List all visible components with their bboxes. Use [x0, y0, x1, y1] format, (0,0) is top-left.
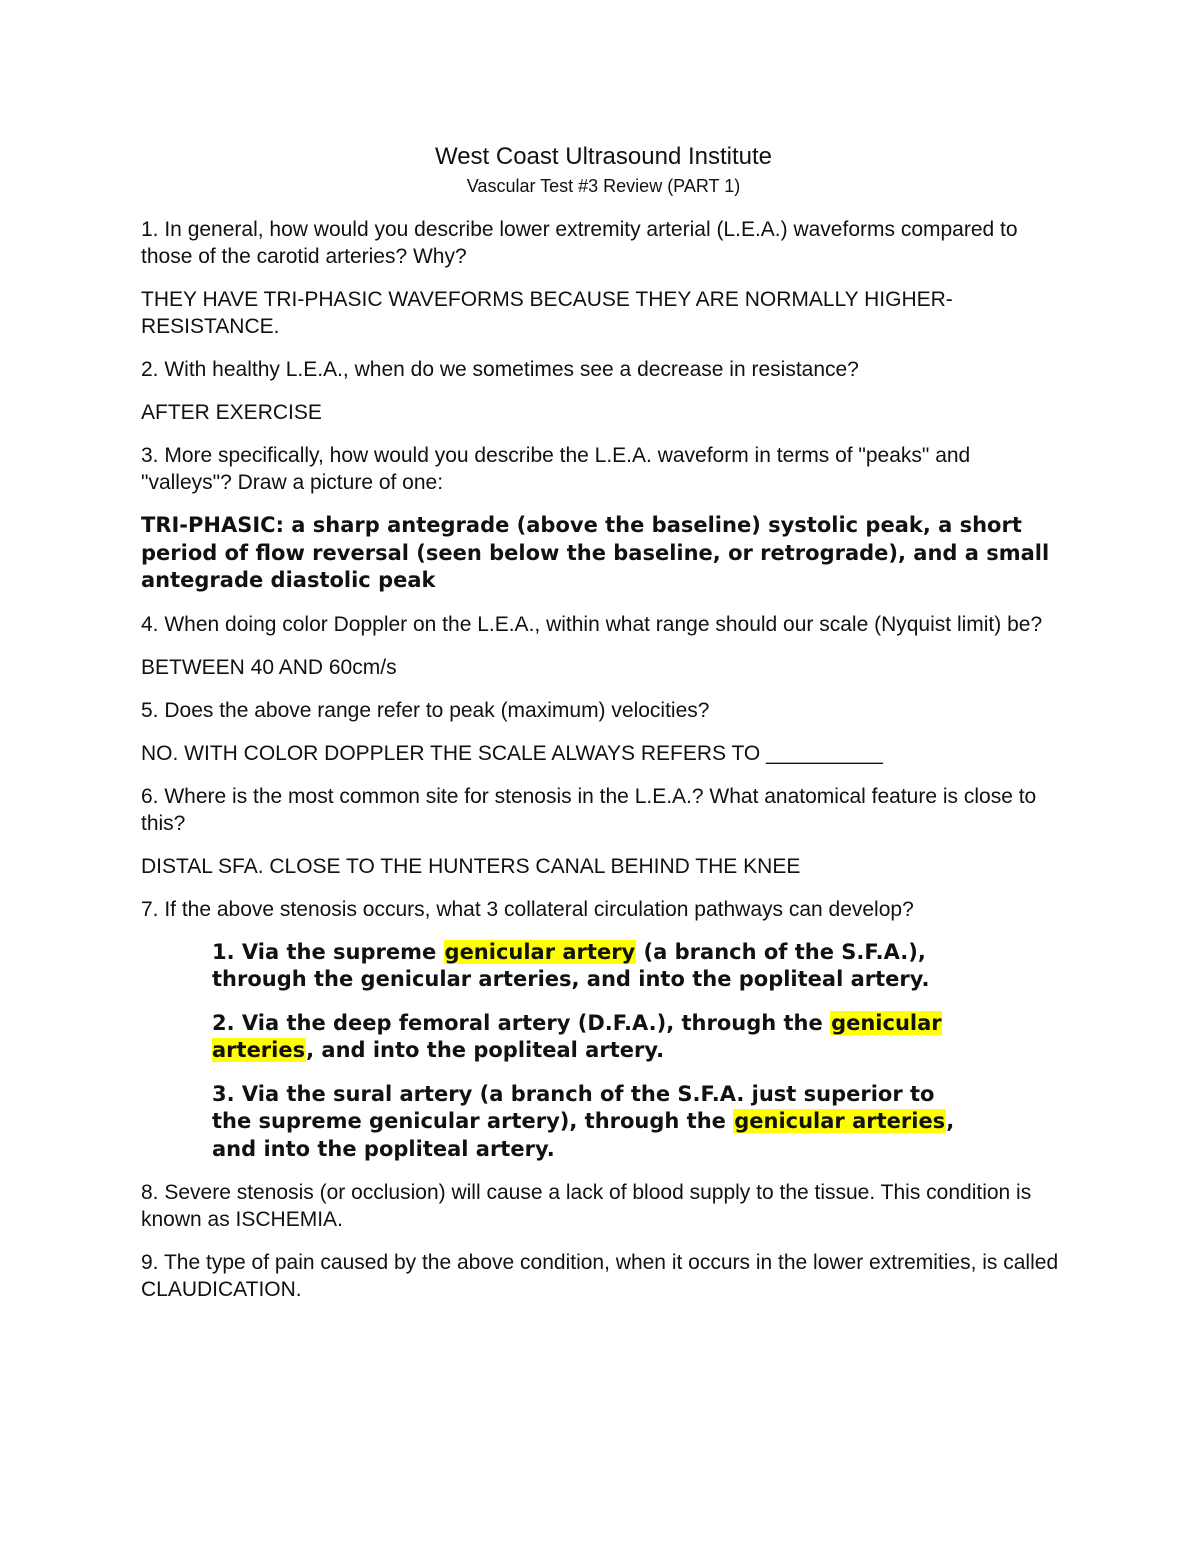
- highlighted-text: genicular artery: [444, 939, 636, 964]
- pathway-item-1: [212, 939, 972, 994]
- pathway-text: , and into the popliteal artery.: [212, 1109, 955, 1161]
- pathway-text: 1. Via the supreme: [212, 939, 444, 964]
- answer-3: TRI-PHASIC: a sharp antegrade (above the baseline) systolic peak, a short period of flow reversal (seen below the baseline, or retrograde), and a small antegrade diastolic peak: [141, 513, 1050, 592]
- document-page: [141, 140, 1066, 1319]
- collateral-pathways-list: [212, 939, 972, 1164]
- question-7: 7. If the above stenosis occurs, what 3 collateral circulation pathways can develop?: [141, 897, 914, 921]
- pathway-text: 3. Via the sural artery (a branch of the S.F.A. just superior to the supreme genicular artery), through the: [212, 1081, 935, 1133]
- highlighted-text: genicular arteries: [734, 1109, 946, 1133]
- statement-8: 8. Severe stenosis (or occlusion) will cause a lack of blood supply to the tissue. This condition is known as ISCHEMIA.: [141, 1181, 1032, 1231]
- question-4: 4. When doing color Doppler on the L.E.A., within what range should our scale (Nyquist limit) be?: [141, 612, 1043, 636]
- document-title: West Coast Ultrasound Institute: [434, 143, 773, 170]
- answer-5: NO. WITH COLOR DOPPLER THE SCALE ALWAYS REFERS TO __________: [141, 741, 883, 765]
- statement-9: 9. The type of pain caused by the above condition, when it occurs in the lower extremities, is called CLAUDICATION.: [141, 1251, 1059, 1301]
- pathway-text: (a branch of the S.F.A.), through the genicular arteries, and into the popliteal artery.: [212, 939, 930, 991]
- pathway-text: , and into the popliteal artery.: [306, 1038, 665, 1062]
- answer-6: DISTAL SFA. CLOSE TO THE HUNTERS CANAL BEHIND THE KNEE: [141, 854, 801, 878]
- question-2: 2. With healthy L.E.A., when do we sometimes see a decrease in resistance?: [141, 358, 859, 381]
- answer-2: AFTER EXERCISE: [141, 401, 322, 424]
- answer-4: BETWEEN 40 AND 60cm/s: [141, 655, 397, 679]
- pathway-text: 2. Via the deep femoral artery (D.F.A.), through the: [212, 1010, 831, 1035]
- document-subtitle: Vascular Test #3 Review (PART 1): [466, 176, 741, 196]
- question-6: 6. Where is the most common site for stenosis in the L.E.A.? What anatomical feature is close to this?: [141, 784, 1037, 835]
- question-1: 1. In general, how would you describe lower extremity arterial (L.E.A.) waveforms compared to those of the carotid arteries? Why?: [141, 218, 1018, 268]
- pathway-item-2: [212, 1010, 972, 1065]
- question-3: 3. More specifically, how would you describe the L.E.A. waveform in terms of "peaks" and "valleys"? Draw a picture of one:: [141, 444, 971, 494]
- highlighted-text: genicular arteries: [212, 1010, 942, 1062]
- question-5: 5. Does the above range refer to peak (maximum) velocities?: [141, 698, 710, 722]
- answer-1: THEY HAVE TRI-PHASIC WAVEFORMS BECAUSE THEY ARE NORMALLY HIGHER-RESISTANCE.: [141, 288, 953, 338]
- pathway-item-3: [212, 1081, 972, 1164]
